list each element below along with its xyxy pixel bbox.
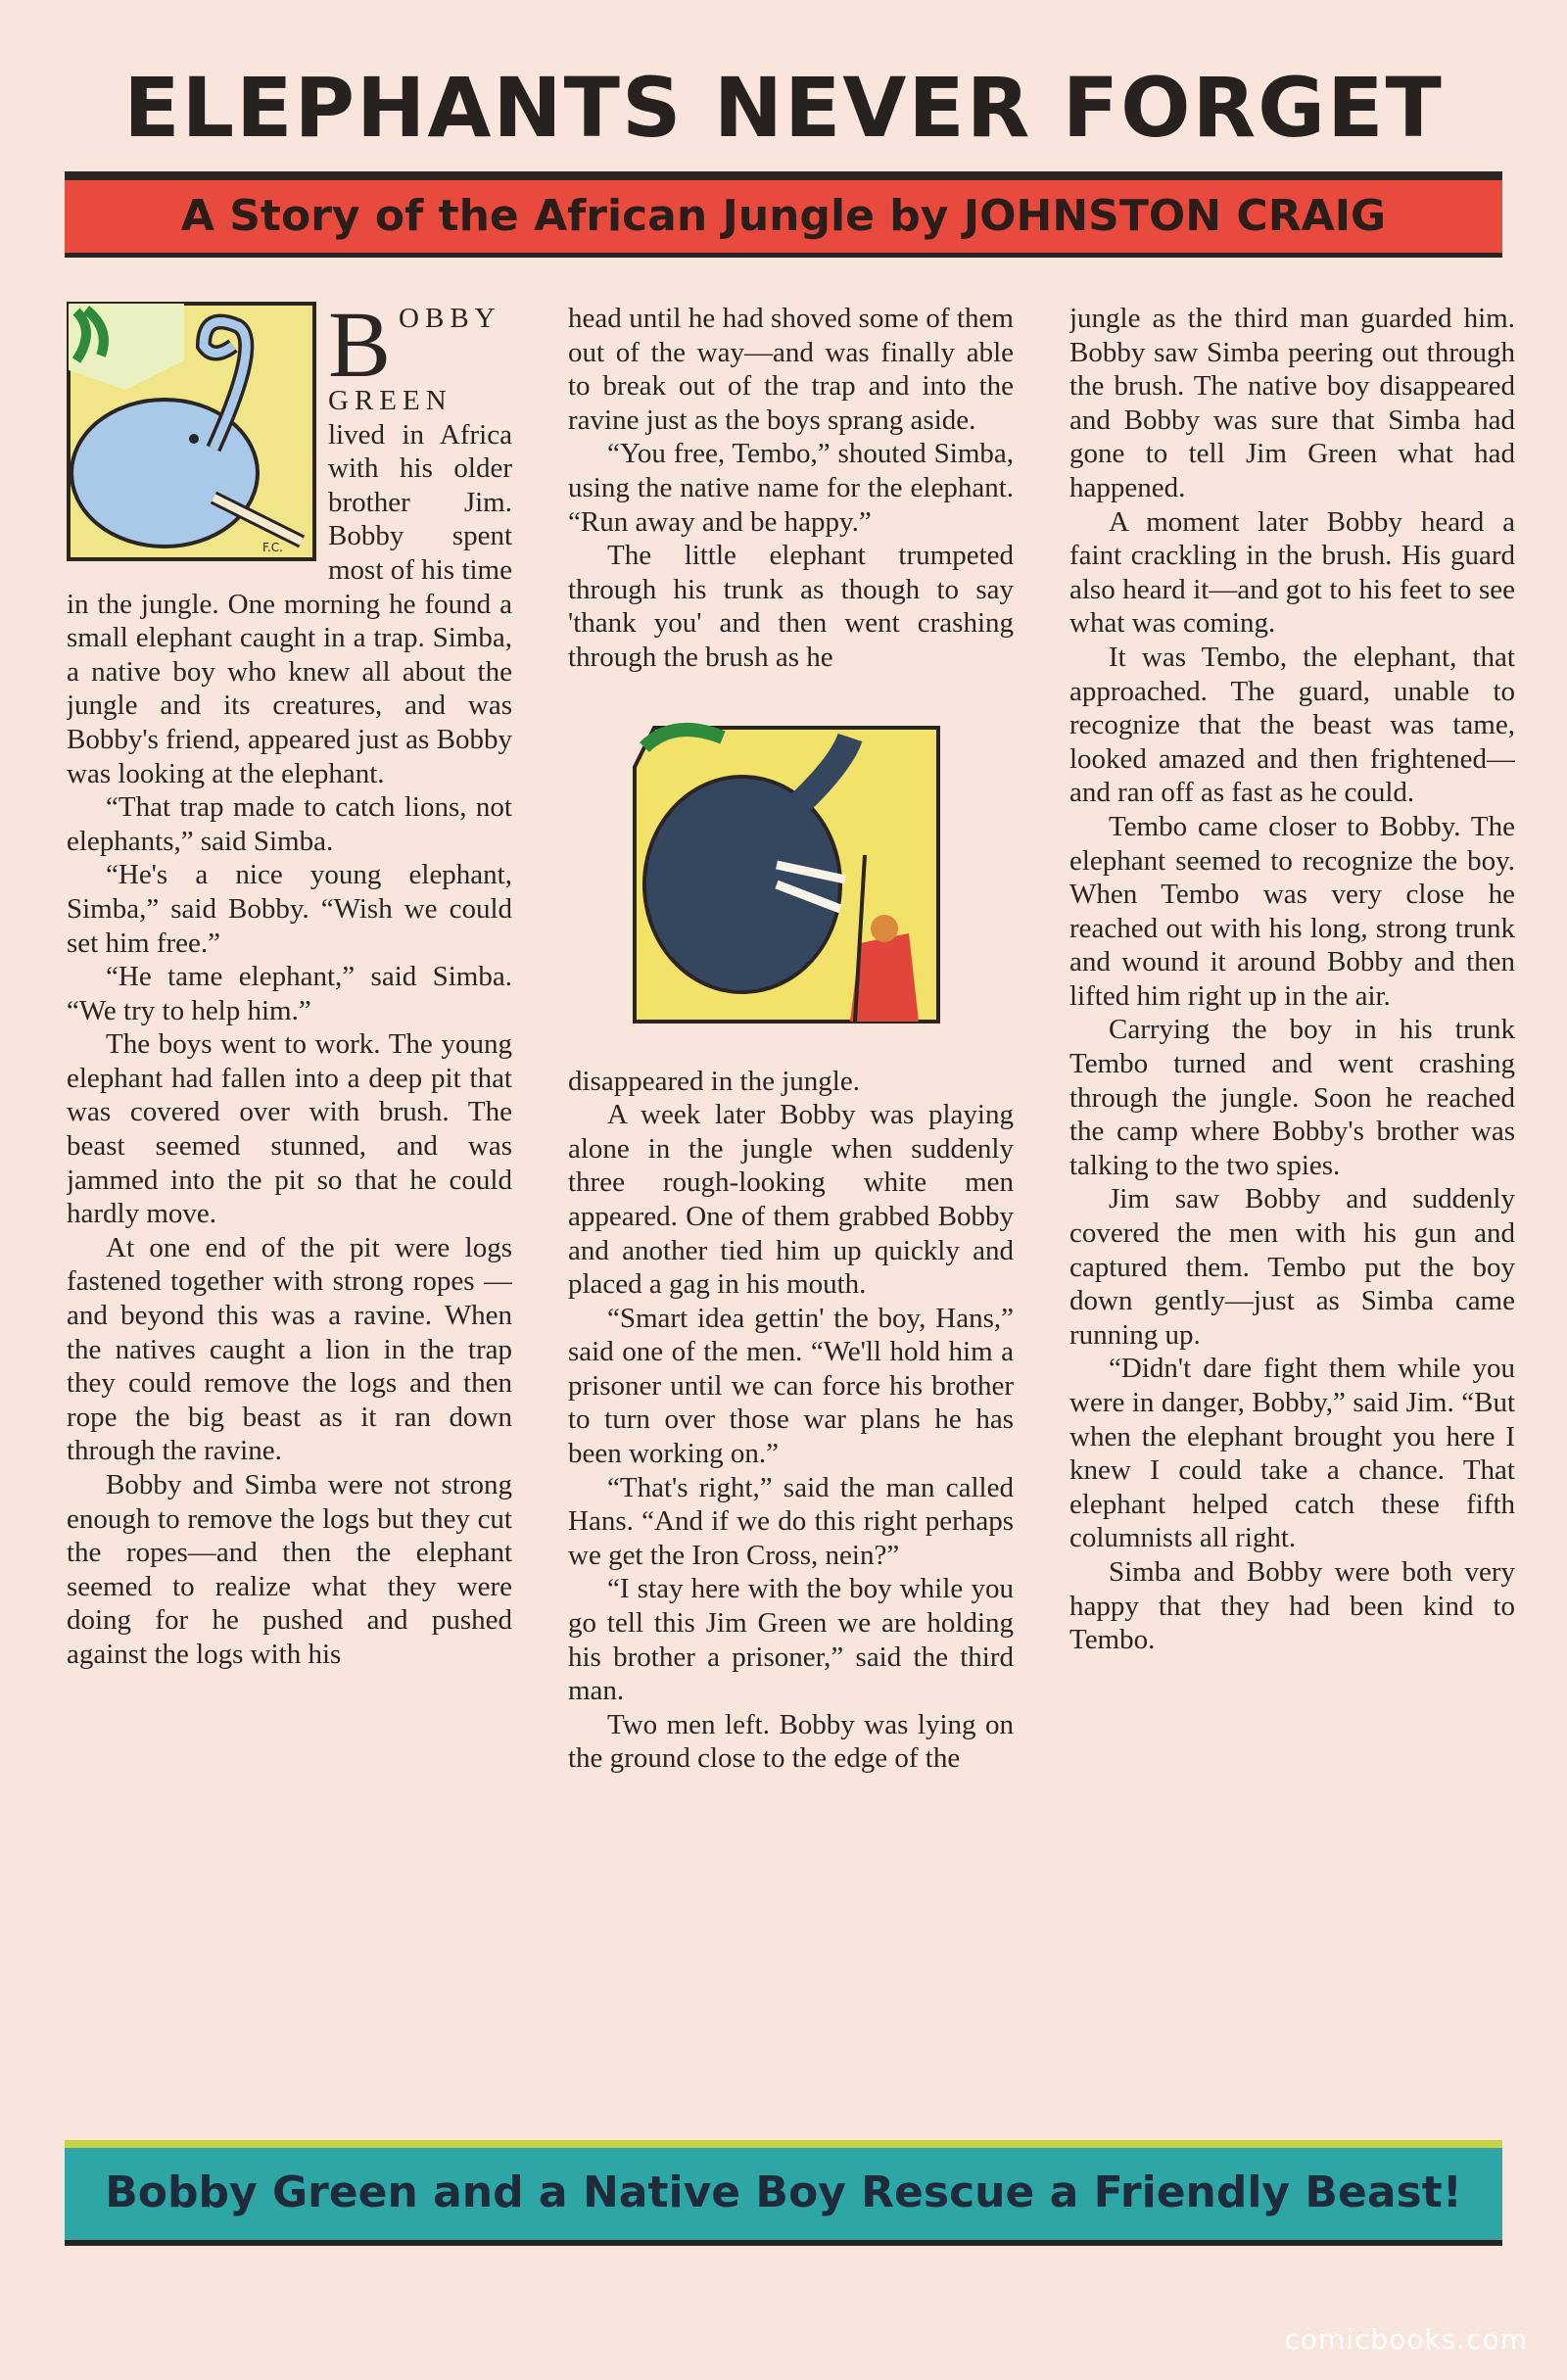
story-title: ELEPHANTS NEVER FORGET: [123, 60, 1444, 156]
paragraph: “I stay here with the boy while you go tell this Jim Green we are holding his brother a prisoner,” said the third man.: [568, 1573, 1014, 1707]
paragraph: Two men left. Bobby was lying on the ground close to the edge of the: [568, 1708, 1014, 1775]
paragraph: disappeared in the jungle.: [568, 1065, 860, 1097]
tagline-text: Bobby Green and a Native Boy Rescue a Friendly Beast!: [105, 2167, 1462, 2217]
paragraph: jungle as the third man guarded him. Bobby saw Simba peering out through the brush. The native boy disappeared and Bobby was sure that Simba had gone to tell Jim Green what had happened.: [1069, 303, 1515, 503]
paragraph: Carrying the boy in his trunk Tembo turned and went crashing through the jungle. Soon he reached the camp where Bobby's brother was talking to the two spies.: [1069, 1014, 1515, 1181]
paragraph: Bobby and Simba were not strong enough to remove the logs but they cut the ropes—and then the elephant seemed to realize what they were doing for he pushed and pushed against the logs with his: [67, 1469, 512, 1670]
tagline-banner: [65, 2140, 1502, 2246]
paragraph: The boys went to work. The young elephant had fallen into a deep pit that was covered over with brush. The beast seemed stunned, and was jammed into the pit so that he could hardly move.: [67, 1028, 512, 1230]
paragraph: Tembo came closer to Bobby. The elephant seemed to recognize the boy. When Tembo was very close he reached out with his long, strong trunk and wound it around Bobby and then lifted him right up in the air.: [1069, 810, 1515, 1012]
drop-cap: B: [328, 302, 392, 397]
paragraph: “He tame elephant,” said Simba. “We try to help him.”: [67, 961, 512, 1026]
paragraph: “Smart idea gettin' the boy, Hans,” said one of the men. “We'll hold him a prisoner until we can force his brother to turn over those war plans he has been working on.”: [568, 1302, 1014, 1470]
text-column-3: [1069, 302, 1515, 2123]
elephant-head-illustration: [67, 302, 316, 561]
text-column-1: [67, 302, 512, 2123]
paragraph: “That's right,” said the man called Hans. “And if we do this right perhaps we get the Iron Cross, nein?”: [568, 1471, 1014, 1571]
elephant-and-spy-illustration: [615, 708, 968, 1031]
paragraph: “You free, Tembo,” shouted Simba, using the native name for the elephant. “Run away and be happy.”: [568, 438, 1014, 538]
opening-words: OBBY GREEN: [328, 303, 501, 416]
subtitle-banner: [65, 171, 1502, 258]
paragraph: head until he had shoved some of them out of the way—and was finally able to break out of the trap and into the ravine just as the boys sprang aside.: [568, 303, 1014, 436]
paragraph: A moment later Bobby heard a faint crackling in the brush. His guard also heard it—and got to his feet to see what was coming.: [1069, 505, 1515, 640]
paragraph: “That trap made to catch lions, not elephants,” said Simba.: [67, 791, 512, 857]
paragraph: “Didn't dare fight them while you were in danger, Bobby,” said Jim. “But when the elephant brought you here I knew I could take a chance. That elephant helped catch these fifth columnists all right.: [1069, 1353, 1515, 1554]
paragraph: lived in Africa with his older brother Jim. Bobby spent most of his time in the jungle. One morning he found a small elephant caught in a trap. Simba, a native boy who knew all about the jungle and its creatures, and was Bobby's friend, appeared just as Bobby was looking at the elephant.: [67, 418, 512, 789]
paragraph: Simba and Bobby were both very happy that they had been kind to Tembo.: [1069, 1555, 1515, 1656]
paragraph: “He's a nice young elephant, Simba,” said Bobby. “Wish we could set him free.”: [67, 859, 512, 959]
subtitle-text: A Story of the African Jungle by JOHNSTON CRAIG: [180, 191, 1387, 241]
paragraph: A week later Bobby was playing alone in the jungle when suddenly three rough-looking white men appeared. One of them grabbed Bobby and another tied him up quickly and placed a gag in his mouth.: [568, 1099, 1014, 1301]
watermark: comicbooks.com: [1284, 2323, 1528, 2356]
paragraph: The little elephant trumpeted through his trunk as though to say 'thank you' and then went crashing through the brush as he: [568, 540, 1014, 673]
text-column-2: [568, 302, 1014, 2123]
paragraph: Jim saw Bobby and suddenly covered the men with his gun and captured them. Tembo put the boy down gently—just as Simba came running up.: [1069, 1183, 1515, 1351]
paragraph: At one end of the pit were logs fastened together with strong ropes — and beyond this was a ravine. When the natives caught a lion in the trap they could remove the logs and then rope the big beast as it ran down through the ravine.: [67, 1231, 512, 1467]
paragraph: It was Tembo, the elephant, that approached. The guard, unable to recognize that the beast was tame, looked amazed and then frightened—and ran off as fast as he could.: [1069, 641, 1515, 809]
illustration-signature: F.C.: [262, 541, 283, 554]
